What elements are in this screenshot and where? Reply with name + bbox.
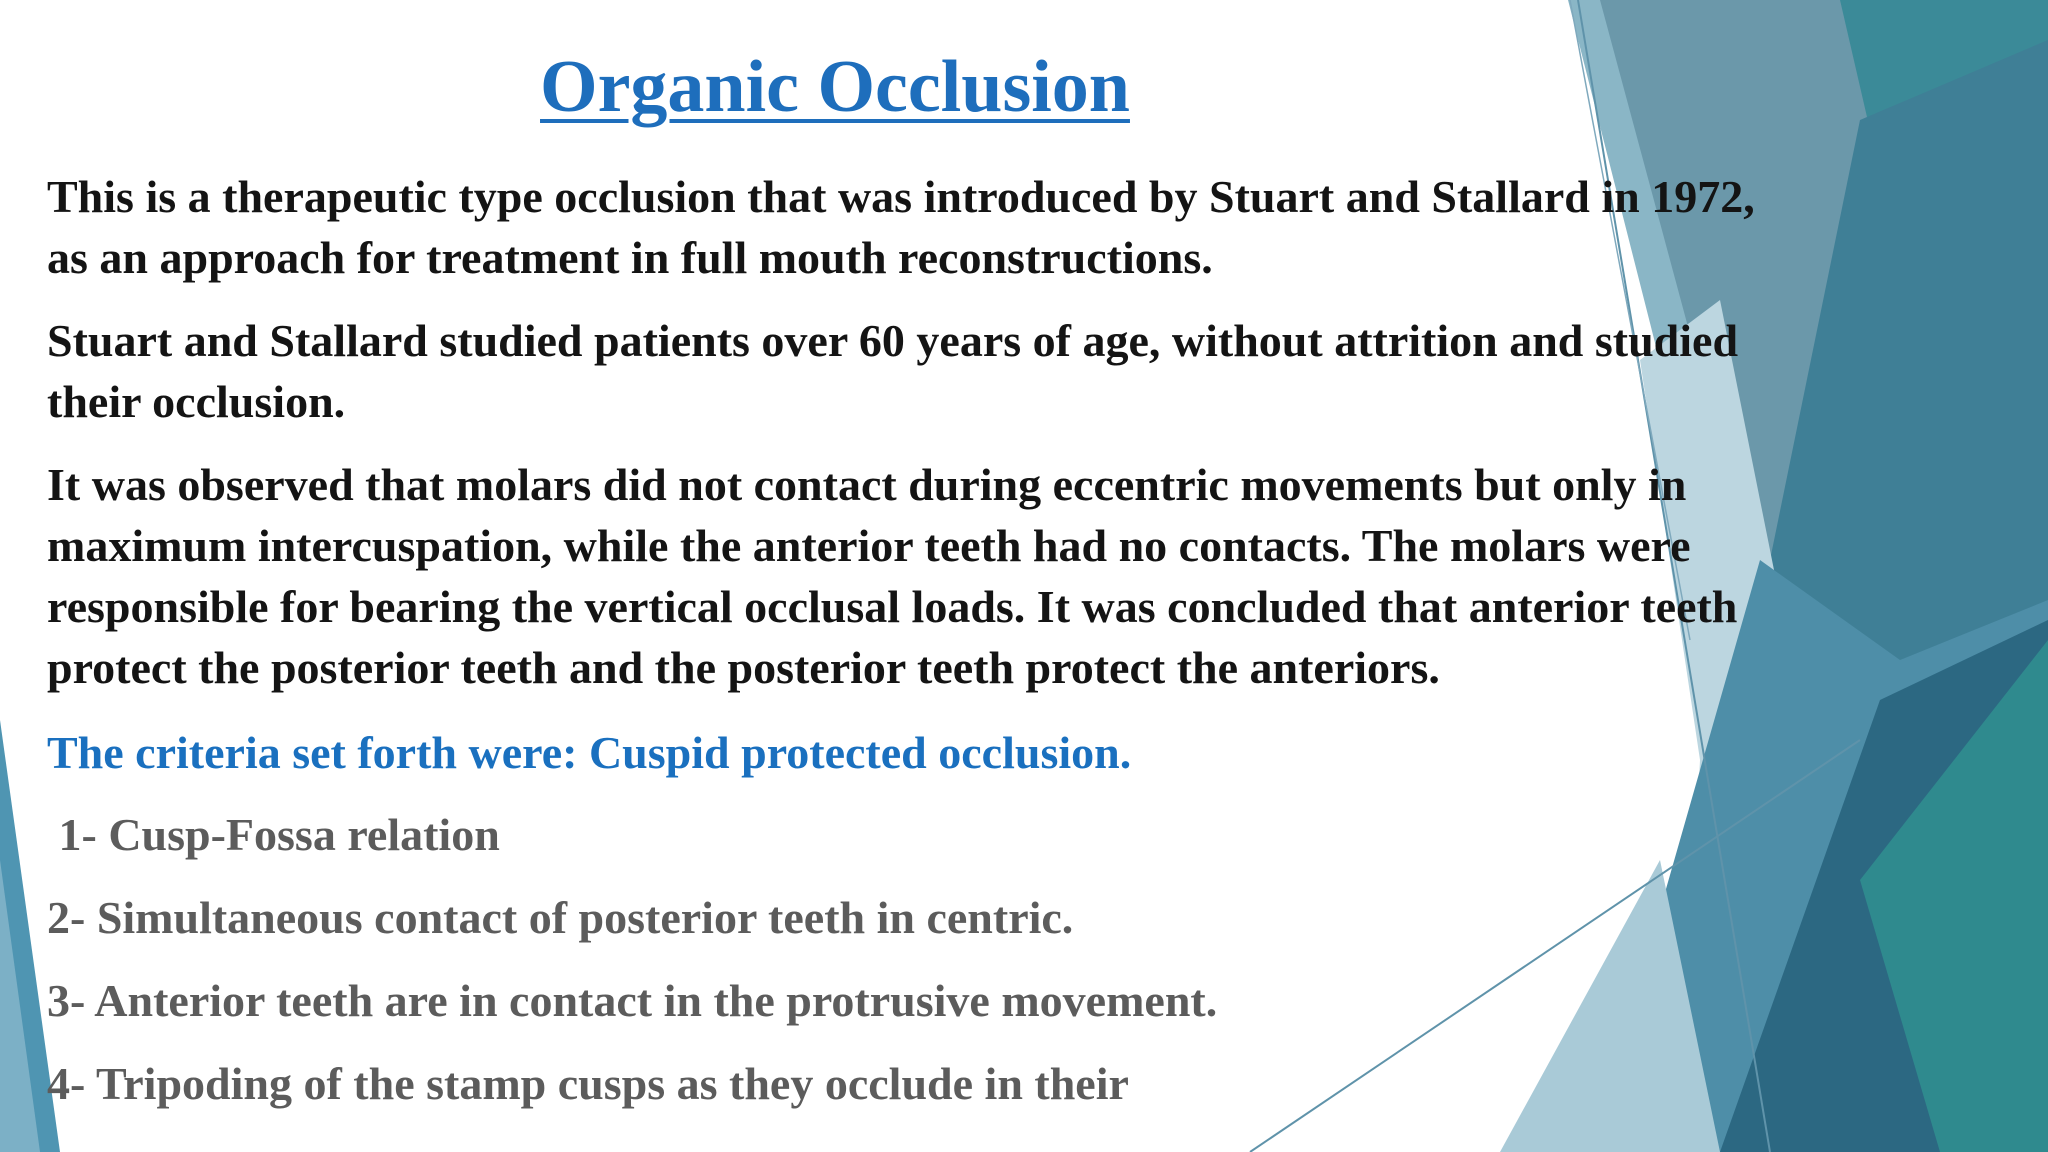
paragraph-line: their occlusion. (47, 376, 346, 427)
slide-title: Organic Occlusion (540, 46, 1130, 128)
paragraph-line: as an approach for treatment in full mouth reconstructions. (47, 232, 1213, 283)
paragraph-observation (47, 454, 2007, 698)
criteria-item: 2- Simultaneous contact of posterior teeth in centric. (47, 892, 1074, 943)
criteria-item: 4- Tripoding of the stamp cusps as they occlude in their (47, 1058, 1129, 1109)
paragraph-line: This is a therapeutic type occlusion that was introduced by Stuart and Stallard in 1972, (47, 171, 1755, 222)
paragraph-line: responsible for bearing the vertical occlusal loads. It was concluded that anterior teeth (47, 581, 1738, 632)
criteria-item: 1- Cusp-Fossa relation (47, 809, 500, 860)
paragraph-study (47, 310, 2007, 432)
paragraph-line: protect the posterior teeth and the posterior teeth protect the anteriors. (47, 642, 1440, 693)
paragraph-line: maximum intercuspation, while the anterior teeth had no contacts. The molars were (47, 520, 1691, 571)
paragraph-line: It was observed that molars did not contact during eccentric movements but only in (47, 459, 1687, 510)
criteria-heading: The criteria set forth were: Cuspid protected occlusion. (47, 727, 1132, 778)
criteria-item: 3- Anterior teeth are in contact in the protrusive movement. (47, 975, 1218, 1026)
paragraph-intro (47, 166, 2007, 288)
paragraph-line: Stuart and Stallard studied patients over 60 years of age, without attrition and studied (47, 315, 1739, 366)
